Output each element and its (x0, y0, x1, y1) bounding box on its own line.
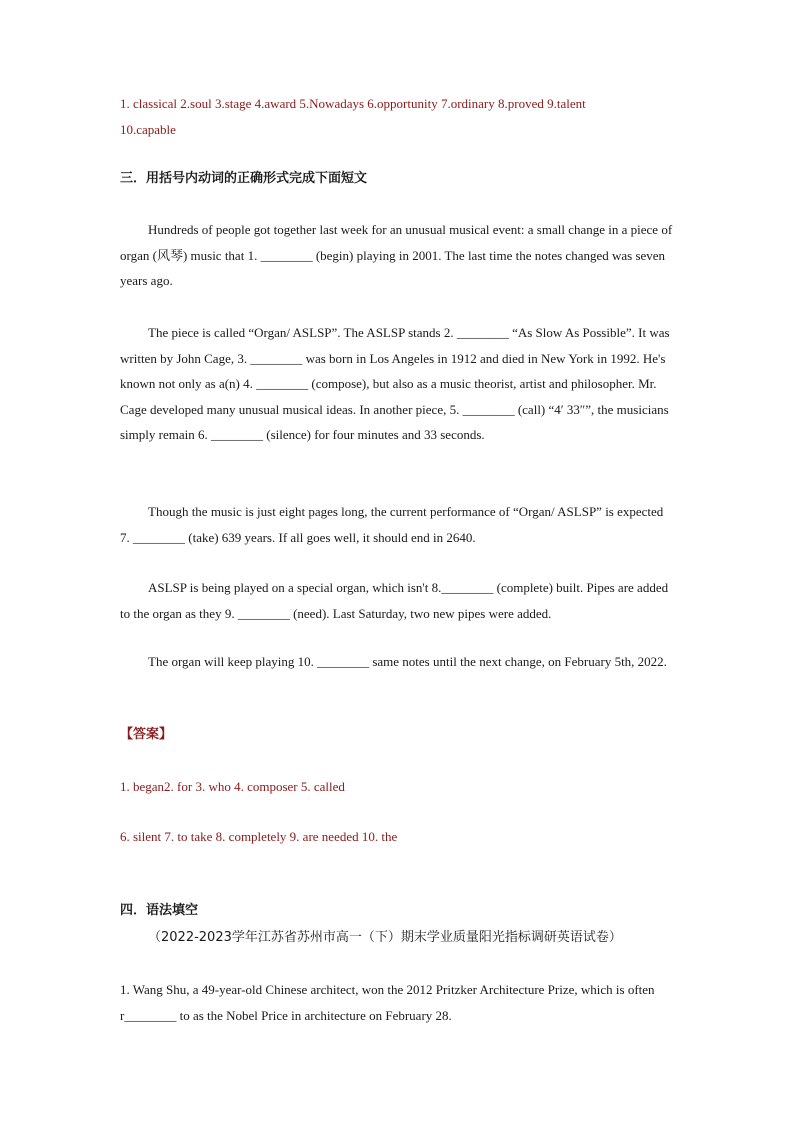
section-4-heading: 四．语法填空 (120, 903, 199, 918)
section-3-paragraph-3: Though the music is just eight pages long, the current performance of “Organ/ ASLSP” is expected 7. ________ (take) 639 years. If all goes well, it should end in 2640. (120, 504, 664, 545)
previous-answers (120, 91, 675, 142)
section-3-paragraph-4: ASLSP is being played on a special organ, which isn't 8.________ (complete) built. Pipes are added to the organ as they 9. ________ (need). Last Saturday, two new pipes were added. (120, 580, 669, 621)
previous-answers-line-1: 1. classical 2.soul 3.stage 4.award 5.Nowadays 6.opportunity 7.ordinary 8.proved 9.talent (120, 96, 586, 111)
previous-answers-line-2: 10.capable (120, 121, 176, 137)
section-3-heading: 三．用括号内动词的正确形式完成下面短文 (120, 171, 368, 186)
section-4-source: （2022-2023学年江苏省苏州市高一（下）期末学业质量阳光指标调研英语试卷） (148, 930, 622, 945)
section-3-paragraph-1: Hundreds of people got together last week for an unusual musical event: a small change in a piece of organ (风琴) music that 1. ________ (begin) playing in 2001. The last time the notes changed was seven years ago. (120, 222, 673, 288)
section-3-paragraph-5: The organ will keep playing 10. ________ same notes until the next change, on February 5th, 2022. (148, 654, 667, 669)
answers-line-1: 1. began2. for 3. who 4. composer 5. called (120, 779, 345, 794)
answers-line-2: 6. silent 7. to take 8. completely 9. are needed 10. the (120, 829, 398, 844)
section-3-paragraph-2: The piece is called “Organ/ ASLSP”. The ASLSP stands 2. ________ “As Slow As Possible”. It was written by John Cage, 3. ________ was born in Los Angeles in 1912 and died in New York in 1992. He's known not only as a(n) 4. ________ (compose), but also as a music theorist, artist and philosopher. Mr. Cage developed many unusual musical ideas. In another piece, 5. ________ (call) “4′ 33″”, the musicians simply remain 6. ________ (silence) for four minutes and 33 seconds. (120, 325, 670, 442)
answer-label: 【答案】 (120, 727, 173, 742)
section-4-question-1: 1. Wang Shu, a 49-year-old Chinese architect, won the 2012 Pritzker Architecture Prize, which is often r________ to as the Nobel Price in architecture on February 28. (120, 982, 655, 1023)
